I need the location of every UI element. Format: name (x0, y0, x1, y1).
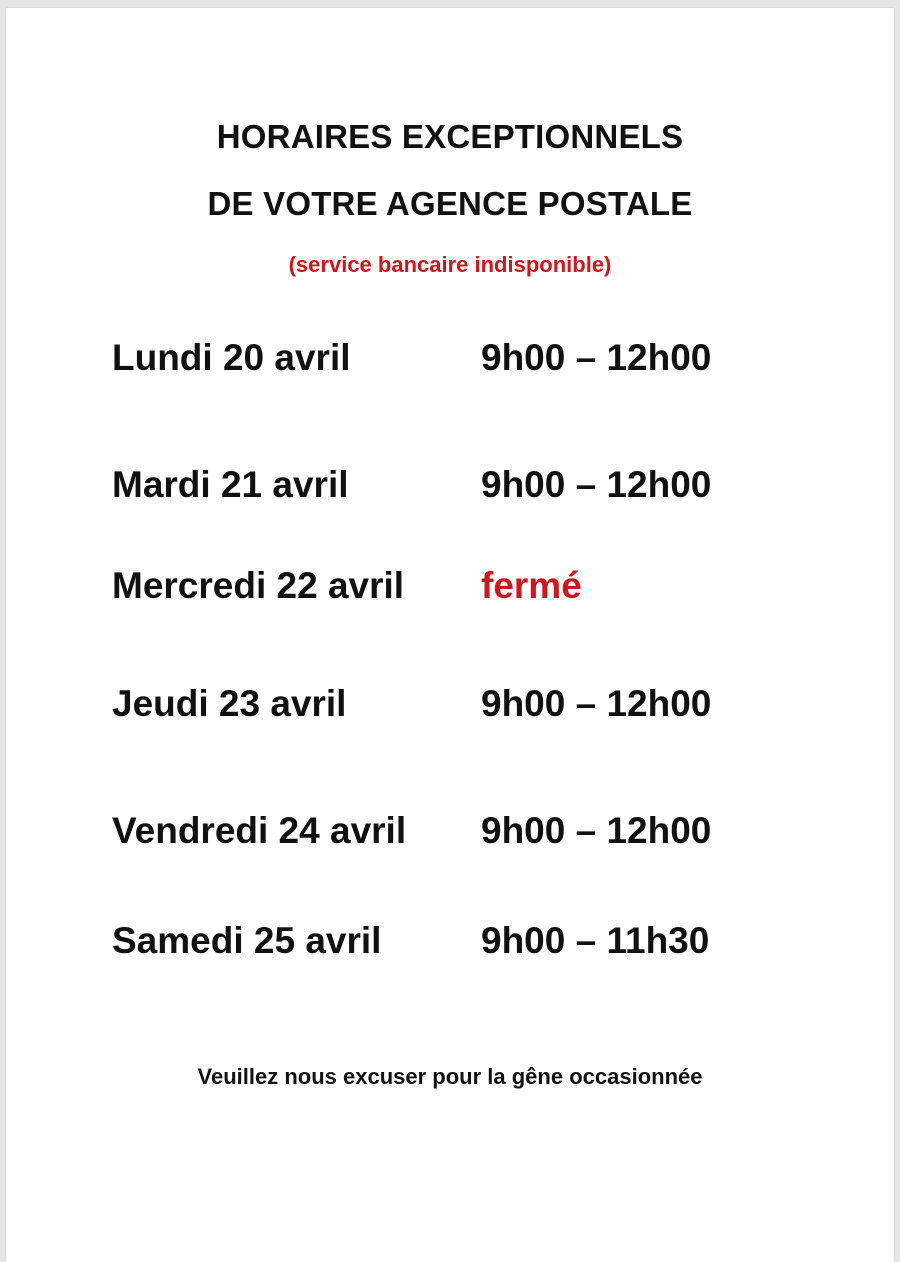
schedule-day: Lundi 20 avril (112, 337, 351, 378)
schedule-hours: 9h00 – 12h00 (481, 337, 712, 378)
schedule-hours: 9h00 – 12h00 (481, 683, 712, 724)
schedule-hours: 9h00 – 12h00 (481, 810, 712, 851)
schedule-day: Mardi 21 avril (112, 464, 349, 505)
notice-title-line2: DE VOTRE AGENCE POSTALE (207, 185, 693, 222)
schedule-day: Samedi 25 avril (112, 920, 382, 961)
schedule-row-tuesday (0, 464, 900, 510)
schedule-row-friday (0, 810, 900, 856)
notice-subtitle: (service bancaire indisponible) (288, 252, 612, 277)
notice-title-line1: HORAIRES EXCEPTIONNELS (216, 118, 684, 155)
schedule-day: Jeudi 23 avril (112, 683, 347, 724)
schedule-hours: 9h00 – 11h30 (481, 920, 710, 961)
notice-footer: Veuillez nous excuser pour la gêne occasionnée (197, 1064, 703, 1089)
schedule-hours-closed: fermé (481, 565, 582, 606)
schedule-day: Mercredi 22 avril (112, 565, 405, 606)
schedule-row-monday (0, 337, 900, 383)
schedule-row-saturday (0, 920, 900, 966)
schedule-row-wednesday (0, 565, 900, 611)
schedule-day: Vendredi 24 avril (112, 810, 407, 851)
schedule-hours: 9h00 – 12h00 (481, 464, 712, 505)
schedule-row-thursday (0, 683, 900, 729)
